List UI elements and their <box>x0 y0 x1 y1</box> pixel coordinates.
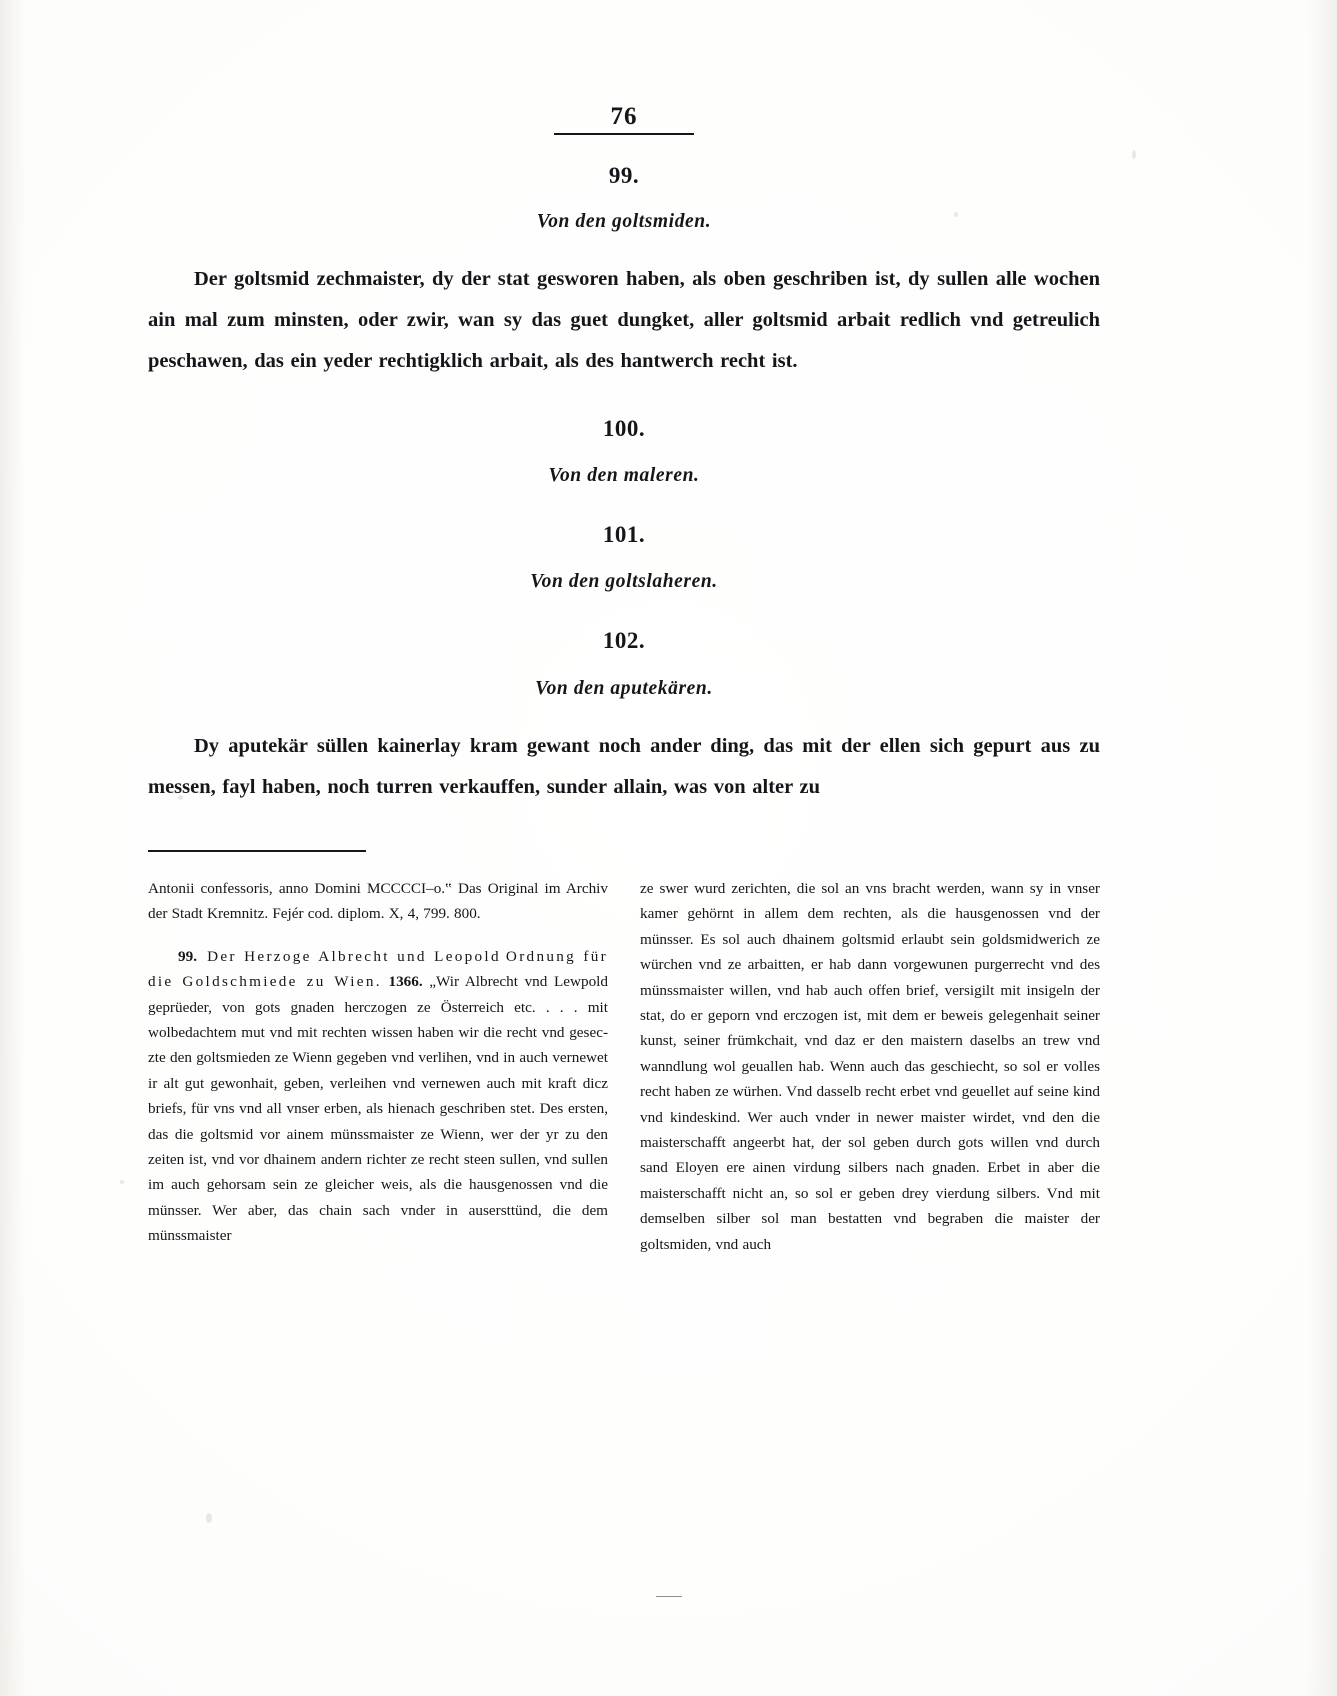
section-heading-101: Von den goltslaheren. <box>530 571 718 592</box>
footnote-columns <box>148 876 1100 1257</box>
section-body-99-text: Der goltsmid zechmaister, dy der stat gesworen haben, als oben geschriben ist, dy sullen alle wochen ain mal zum minsten, oder zwir, wan sy das guet dungket, aller goltsmid arbait redlich vnd getreulich peschawen, das ein yeder rechtigklich arbait, als des hantwerch recht ist. <box>148 268 1100 372</box>
footnote-paragraph-source: Antonii confessoris, anno Domini MCCCCI–o.‟ Das Original im Archiv der Stadt Kremnitz. Fejér cod. diplom. X, 4, 799. 800. <box>148 880 608 923</box>
folio-block <box>148 104 1100 137</box>
scan-edge-right <box>1307 0 1337 1696</box>
scan-speck <box>120 1180 124 1184</box>
section-number-100: 100. <box>602 416 646 441</box>
footnote-column-left <box>148 876 608 1257</box>
page-number: 76 <box>610 103 638 130</box>
footnote-99-title-line1: Der Herzoge Albrecht und Leopold <box>207 947 501 965</box>
footnote-99-title-line2: Ordnung für die Goldschmiede zu Wien. <box>148 947 608 991</box>
footnote-paragraph-99 <box>148 944 608 1249</box>
section-heading-100: Von den maleren. <box>548 465 700 486</box>
scan-speck <box>206 1513 212 1523</box>
scan-speck <box>1132 150 1136 159</box>
section-body-102 <box>148 726 1100 808</box>
footnote-continuation-text: ze swer wurd zerichten, die sol an vns bracht werden, wann sy in vnser kamer gehörnt in allem dem rechten, als die hausgenossen vnd der münsser. Es sol auch dhainem goltsmid erlaubt sein goldsmidwerich ze würchen vnd ze arbaitten, er hab dann vorgewunen purgerrecht vnd des münssmaister willen, vnd hab auch offen brief, versigilt mit insigeln der stat, do er geporn vnd erczogen ist, mit dem er beweis gelegenhait seiner kunst, seiner frümkchait, vnd daz er den maistern daselbs an trew vnd wanndlung wol geuallen hab. Wenn auch das geschiecht, so sol er volles recht haben ze würhen. Vnd dasselb recht erbet vnd geuellet auf seine kind vnd kindeskind. Wer auch vnder in newer maister wirdet, vnd den die maisterschafft angeerbt hat, der sol geben durch gots willen vnd durch sand Eloyen ere ainen virdung silbers nach gnaden. Erbet in aber die maisterschafft nicht an, so sol er geben drey vierdung silbers. Vnd mit demselben silber sol man bestatten vnd begraben die maister der goltsmiden, vnd auch <box>640 880 1100 1253</box>
page-content <box>148 0 1100 1257</box>
section-heading-99: Von den goltsmiden. <box>536 211 712 232</box>
section-body-99 <box>148 259 1100 382</box>
scan-edge-left <box>0 0 26 1696</box>
section-number-99: 99. <box>608 163 640 188</box>
section-number-101: 101. <box>602 522 646 547</box>
bottom-page-mark <box>656 1596 682 1597</box>
footnote-99-text: „Wir Albrecht vnd Lewpold geprüeder, von gots gnaden herczogen ze Österreich etc. . . . mit wolbedachtem mut vnd mit rechten wissen haben wir die recht vnd geseczte den goltsmieden ze Wienn gegeben vnd verlihen, vnd in auch vernewet ir alt gut gewonhait, geben, verleihen vnd vernewen auch mit kraft dicz briefs, für vns vnd all vnser erben, als hienach geschriben stet. Des ersten, das die goltsmid vor ainem münssmaister ze Wienn, wer der yr zu den zeiten ist, vnd vor dhainem andern richter ze recht steen sullen, vnd sullen im auch gehorsam sein ze gleicher weis, als die hausgenossen vnd die münsser. Wer aber, das chain sach vnder in ausersttünd, die dem münssmaister <box>148 973 608 1245</box>
section-body-102-text: Dy aputekär süllen kainerlay kram gewant noch ander ding, das mit der ellen sich gepurt aus zu messen, fayl haben, noch turren verkauffen, sunder allain, was von alter zu <box>148 735 1100 798</box>
footnote-separator-rule <box>148 850 366 852</box>
section-heading-102: Von den aputekären. <box>535 678 713 699</box>
footnote-column-right <box>640 876 1100 1257</box>
folio-rule <box>554 133 694 135</box>
section-number-102: 102. <box>602 628 646 653</box>
footnote-99-number: 99. <box>178 947 197 965</box>
footnote-99-year: 1366. <box>388 973 423 991</box>
